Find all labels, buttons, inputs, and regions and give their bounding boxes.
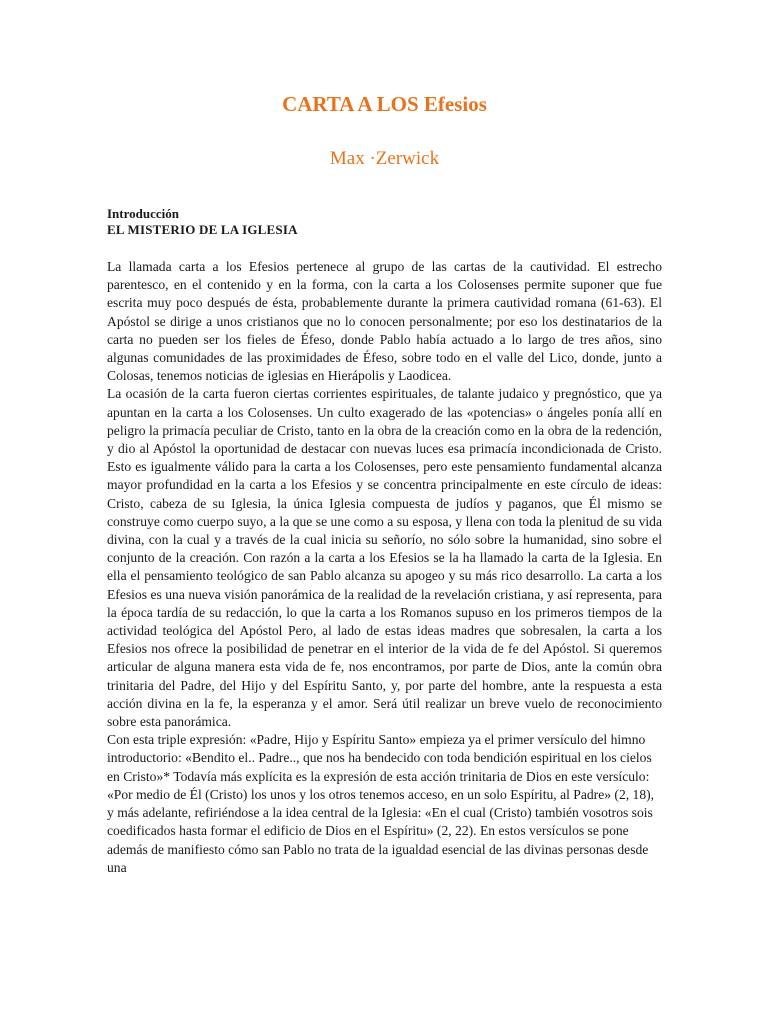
- paragraph: La ocasión de la carta fueron ciertas corrientes espirituales, de talante judaico y pregnóstico, que ya apuntan en la carta a los Colosenses. Un culto exagerado de las «potencias» o ángeles ponía allí en peligro la primacía peculiar de Cristo, tanto en la obra de la creación como en la obra de la redención, y dio al Apóstol la oportunidad de destacar con nuevas luces esa primacía incondicionada de Cristo. Esto es igualmente válido para la carta a los Colosenses, pero este pensamiento fundamental alcanza mayor profundidad en la carta a los Efesios y se concentra principalmente en este círculo de ideas: Cristo, cabeza de su Iglesia, la única Iglesia compuesta de judíos y paganos, que Él mismo se construye como cuerpo suyo, a la que se une como a su esposa, y llena con toda la plenitud de su vida divina, con la cual y a través de la cual inicia su señorío, no sólo sobre la humanidad, sino sobre el conjunto de la creación. Con razón a la carta a los Efesios se la ha llamado la carta de la Iglesia. En ella el pensamiento teológico de san Pablo alcanza su apogeo y su más rico desarrollo. La carta a los Efesios es una nueva visión panorámica de la realidad de la revelación cristiana, y así representa, para la época tardía de su redacción, lo que la carta a los Romanos supuso en los primeros tiempos de la actividad teológica del Apóstol Pero, al lado de estas ideas madres que sobresalen, la carta a los Efesios nos ofrece la posibilidad de penetrar en el interior de la vida de fe del Apóstol. Si queremos articular de alguna manera esta vida de fe, nos encontramos, por parte de Dios, ante la común obra trinitaria del Padre, del Hijo y del Espíritu Santo, y, por parte del hombre, ante la respuesta a esta acción divina en la fe, la esperanza y el amor. Será útil realizar un breve vuelo de reconocimiento sobre esta panorámica.: [107, 386, 662, 730]
- document-author: Max ·Zerwick: [329, 148, 440, 169]
- paragraph: Con esta triple expresión: «Padre, Hijo y Espíritu Santo» empieza ya el primer versículo del himno introductorio: «Bendito el.. Padre.., que nos ha bendecido con toda bendición espiritual en los cielos en Cristo»* Todavía más explícita es la expresión de esta acción trinitaria de Dios en este versículo: «Por medio de Él (Cristo) los unos y los otros tenemos acceso, en un solo Espíritu, al Padre» (2, 18), y más adelante, refiriéndose a la idea central de la Iglesia: «En el cual (Cristo) también vosotros sois coedificados hasta formar el edificio de Dios en el Espíritu» (2, 22). En estos versículos se pone además de manifiesto cómo san Pablo no trata de la igualdad esencial de las divinas personas desde una: [107, 732, 655, 875]
- document-title: CARTA A LOS Efesios: [282, 92, 487, 116]
- section-label: Introducción: [107, 206, 179, 221]
- section-title: EL MISTERIO DE LA IGLESIA: [107, 222, 298, 237]
- body-text: [107, 258, 662, 877]
- paragraph: La llamada carta a los Efesios pertenece al grupo de las cartas de la cautividad. El estrecho parentesco, en el contenido y en la forma, con la carta a los Colosenses permite suponer que fue escrita muy poco después de ésta, probablemente durante la primera cautividad romana (61-63). El Apóstol se dirige a unos cristianos que no lo conocen personalmente; por eso los destinatarios de la carta no pueden ser los fieles de Éfeso, donde Pablo había actuado a lo largo de tres años, sino algunas comunidades de las proximidades de Éfeso, sobre todo en el valle del Lico, donde, junto a Colosas, tenemos noticias de iglesias en Hierápolis y Laodicea.: [107, 259, 662, 384]
